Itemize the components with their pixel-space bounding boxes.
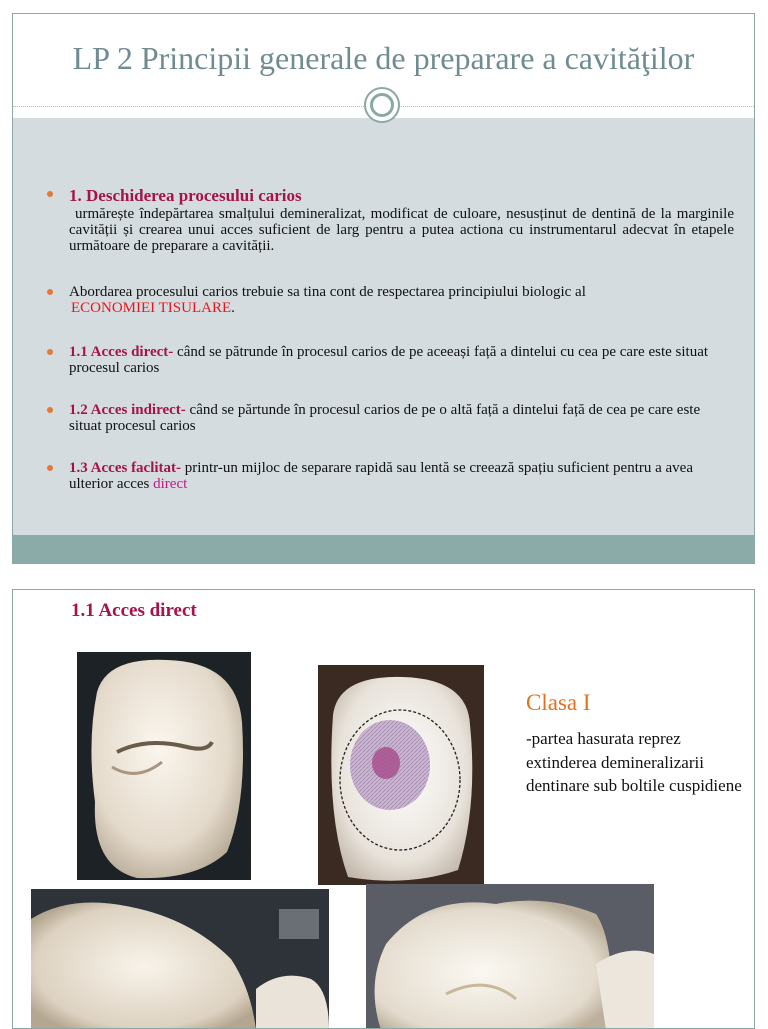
tooth-photo-molar-left	[31, 889, 329, 1029]
tooth-photo-cavity	[318, 665, 484, 885]
title-ring-icon	[364, 87, 400, 123]
bullet-item-acces-direct	[47, 344, 734, 376]
class-label: Clasa I	[526, 690, 591, 715]
item-text: Abordarea procesului carios trebuie sa tina cont de respectarea principiului biologic al	[69, 284, 586, 300]
bullet-item-acces-facilitat	[47, 460, 734, 492]
bullet-item-acces-indirect	[47, 402, 734, 434]
slide-title: LP 2 Principii generale de preparare a cavităţilor	[72, 40, 695, 76]
item-heading: 1.3 Acces faclitat-	[69, 460, 182, 476]
bullet-item-deschiderea	[47, 186, 734, 254]
slide-content	[13, 118, 754, 536]
class-description: -partea hasurata reprez extinderea demineralizarii dentinare sub boltile cuspidiene	[526, 729, 742, 795]
footer-band	[13, 535, 754, 563]
item-text: când se pătrunde în procesul carios de pe aceeași față a dintelui cu cea pe care este situat procesul carios	[69, 344, 709, 376]
tooth-photo-occlusal	[77, 652, 251, 880]
item-text: printr-un mijloc de separare rapidă sau lentă se creează spațiu suficient pentru a avea ulterior acces	[69, 460, 694, 492]
item-text: urmărește îndepărtarea smalțului demineralizat, modificat de culoare, nesusținut de dentină de la marginile cavității și crearea unui acces suficient de larg pentru a putea actiona cu instrumentarul adecvat în etapele următoare de preparare a cavității.	[69, 206, 734, 254]
bullet-dot-icon	[47, 191, 53, 197]
slide-2	[12, 589, 755, 1029]
item-heading: 1. Deschiderea procesului carios	[69, 186, 302, 205]
item-highlight: ECONOMIEI TISULARE	[71, 300, 232, 316]
bullet-dot-icon	[47, 349, 53, 355]
item-heading: 1.1 Acces direct-	[69, 344, 174, 360]
item-text: când se părtunde în procesul carios de pe o altă față a dintelui față de cea pe care este situat procesul carios	[69, 402, 701, 434]
slide-title: 1.1 Acces direct	[71, 600, 197, 621]
item-highlight: direct	[153, 476, 188, 492]
bullet-dot-icon	[47, 465, 53, 471]
item-heading: 1.2 Acces indirect-	[69, 402, 186, 418]
tooth-photo-molar-right	[366, 884, 654, 1029]
bullet-dot-icon	[47, 407, 53, 413]
bullet-dot-icon	[47, 289, 53, 295]
bullet-item-economia	[47, 284, 734, 316]
slide-1	[12, 13, 755, 564]
item-text-end: .	[231, 300, 235, 316]
